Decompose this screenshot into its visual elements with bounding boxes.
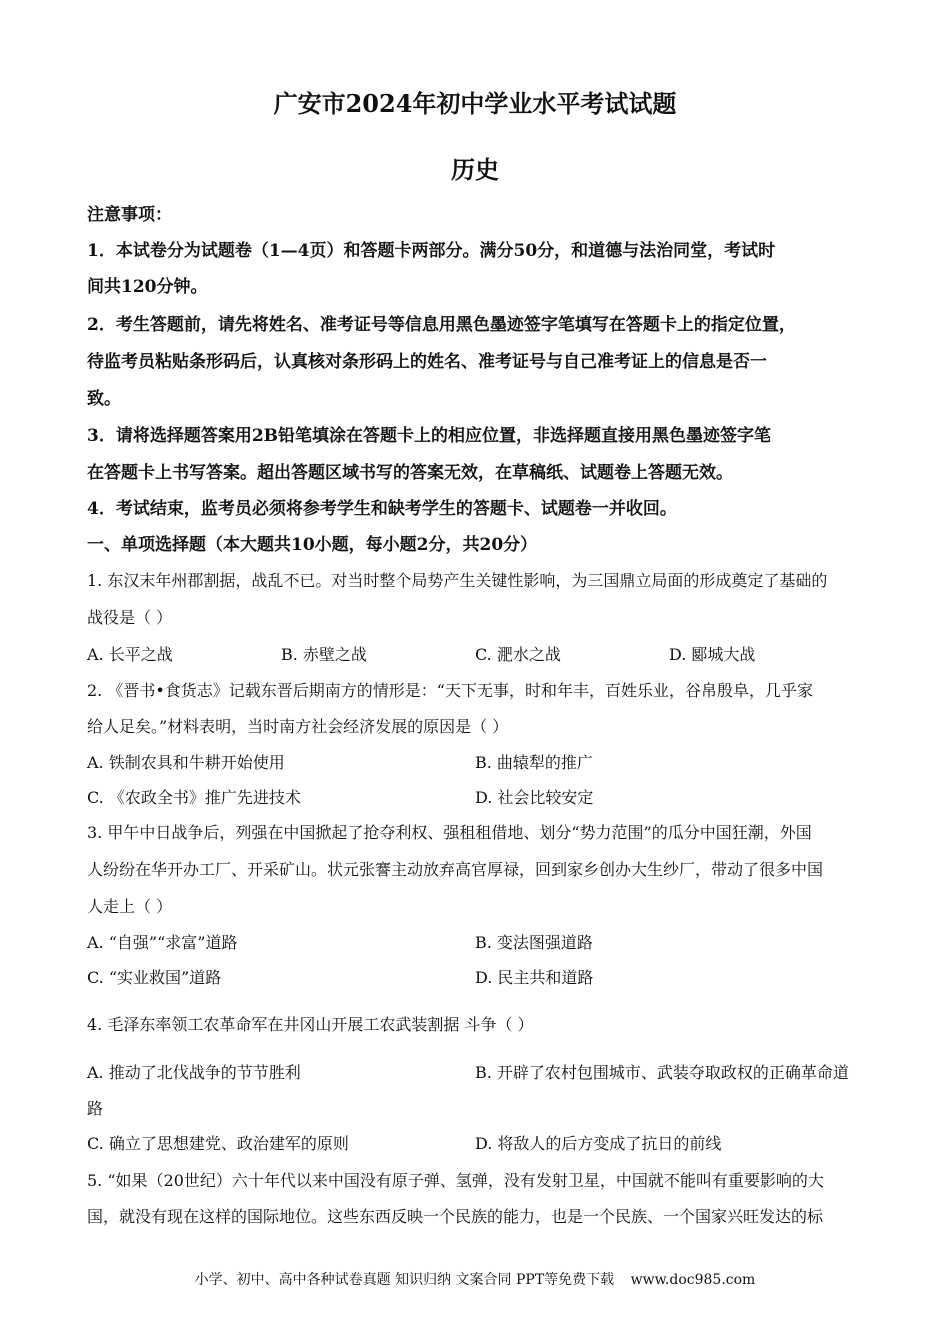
question-1-option-a: A. 长平之战	[87, 645, 173, 664]
section-heading: 一、单项选择题（本大题共10小题，每小题2分，共20分）	[87, 535, 538, 555]
question-4-option-c: C. 确立了思想建党、政治建军的原则	[87, 1134, 349, 1153]
question-1-option-d: D. 郾城大战	[669, 645, 756, 664]
question-1-stem: 1. 东汉末年州郡割据，战乱不已。对当时整个局势产生关键性影响，为三国鼎立局面的形成奠定了基础的	[87, 571, 828, 590]
question-2-stem: 2. 《晋书•食货志》记载东晋后期南方的情形是：“天下无事，时和年丰，百姓乐业，谷帛殷阜，几乎家	[87, 681, 813, 700]
footer-site-link[interactable]: www.doc985.com	[630, 1272, 756, 1288]
subject-title: 历史	[451, 155, 499, 184]
question-5-stem: 5. “如果（20世纪）六十年代以来中国没有原子弹、氢弹，没有发射卫星，中国就不能叫有重要影响的大	[87, 1171, 824, 1190]
question-1-option-c: C. 淝水之战	[475, 645, 561, 664]
question-3-option-d: D. 民主共和道路	[475, 968, 594, 987]
question-3-stem: 3. 甲午中日战争后，列强在中国掀起了抢夺利权、强租租借地、划分“势力范围”的瓜分中国狂潮，外国	[87, 823, 812, 842]
question-5-stem: 国，就没有现在这样的国际地位。这些东西反映一个民族的能力，也是一个民族、一个国家兴旺发达的标	[87, 1207, 824, 1226]
notice-line: 1．本试卷分为试题卷（1—4页）和答题卡两部分。满分50分，和道德与法治同堂，考试时	[87, 241, 776, 261]
question-1-stem: 战役是（ ）	[87, 608, 173, 627]
question-2-option-a: A. 铁制农具和牛耕开始使用	[87, 753, 285, 772]
footer-text: 小学、初中、高中各种试卷真题 知识归纳 文案合同 PPT等免费下载	[194, 1272, 615, 1288]
question-3-option-a: A. “自强”“求富”道路	[87, 933, 238, 952]
question-4-stem: 4. 毛泽东率领工农革命军在井冈山开展工农武装割据 斗争（ ）	[87, 1015, 534, 1034]
question-3-stem: 人纷纷在华开办工厂、开采矿山。状元张謇主动放弃高官厚禄，回到家乡创办大生纱厂，带动了很多中国	[87, 860, 824, 879]
notice-line: 在答题卡上书写答案。超出答题区域书写的答案无效，在草稿纸、试题卷上答题无效。	[87, 463, 733, 483]
question-4-option-b-wrap: 路	[87, 1099, 104, 1118]
question-2-option-d: D. 社会比较安定	[475, 788, 594, 807]
question-2-option-b: B. 曲辕犁的推广	[475, 753, 593, 772]
notice-line: 4．考试结束，监考员必须将参考学生和缺考学生的答题卡、试题卷一并收回。	[87, 499, 677, 519]
question-4-option-a: A. 推动了北伐战争的节节胜利	[87, 1063, 301, 1082]
notice-line: 待监考员粘贴条形码后，认真核对条形码上的姓名、准考证号与自己准考证上的信息是否一	[87, 352, 767, 372]
page-footer	[0, 1269, 950, 1289]
notice-line: 3．请将选择题答案用2B铅笔填涂在答题卡上的相应位置，非选择题直接用黑色墨迹签字笔	[87, 426, 772, 446]
question-3-option-c: C. “实业救国”道路	[87, 968, 222, 987]
question-2-stem: 给人足矣。”材料表明，当时南方社会经济发展的原因是（ ）	[87, 717, 509, 736]
question-4-option-b: B. 开辟了农村包围城市、武装夺取政权的正确革命道	[475, 1063, 849, 1082]
question-2-option-c: C. 《农政全书》推广先进技术	[87, 788, 301, 807]
question-4-option-d: D. 将敌人的后方变成了抗日的前线	[475, 1134, 722, 1153]
question-3-stem: 人走上（ ）	[87, 897, 173, 916]
question-1-option-b: B. 赤壁之战	[281, 645, 367, 664]
notice-line: 致。	[87, 389, 121, 409]
exam-title: 广安市2024年初中学业水平考试试题	[273, 89, 677, 118]
notice-line: 2．考生答题前，请先将姓名、准考证号等信息用黑色墨迹签字笔填写在答题卡上的指定位置，	[87, 315, 796, 335]
notice-heading: 注意事项：	[87, 205, 172, 225]
notice-line: 间共120分钟。	[87, 277, 208, 297]
question-3-option-b: B. 变法图强道路	[475, 933, 593, 952]
